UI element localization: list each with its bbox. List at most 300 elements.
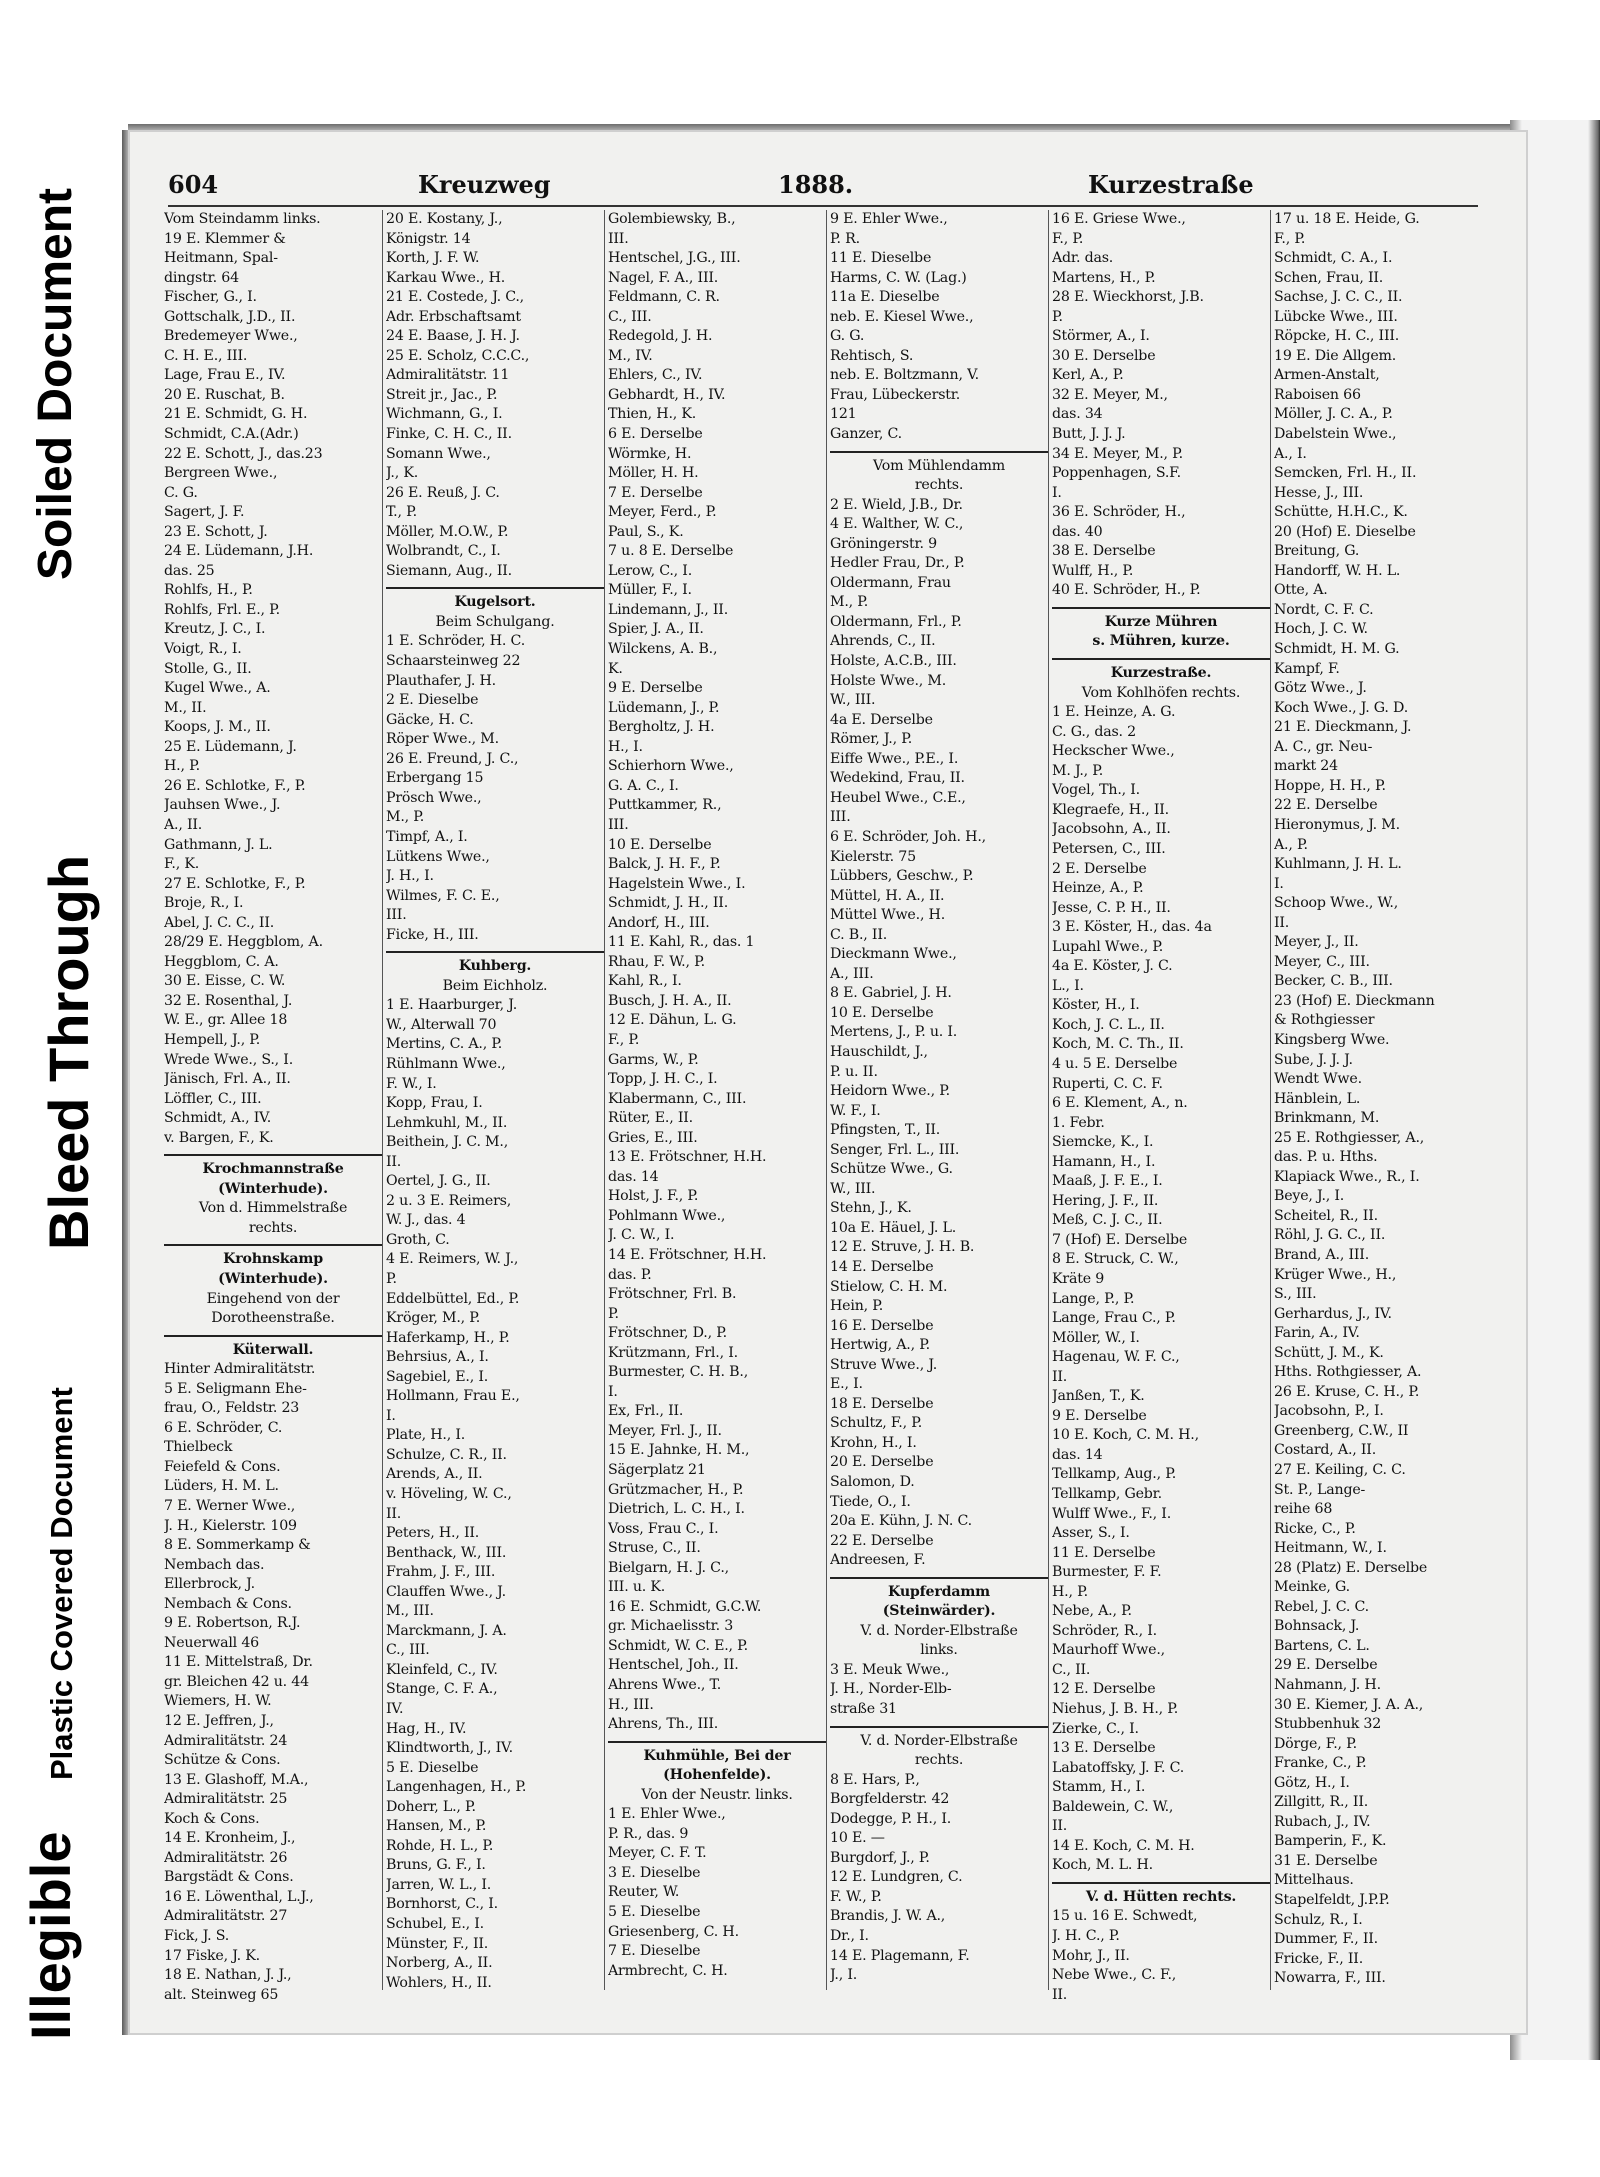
directory-entry: H., P. — [1052, 1583, 1088, 1600]
directory-entry: 8 E. Hars, P., — [830, 1771, 920, 1788]
directory-entry: gr. Michaelisstr. 3 — [608, 1618, 734, 1635]
directory-entry: IV. — [386, 1701, 404, 1718]
directory-entry: Meyer, Frl. J., II. — [608, 1422, 722, 1439]
directory-entry: 6 E. Schröder, Joh. H., — [830, 828, 986, 845]
directory-entry: Rehtisch, S. — [830, 347, 914, 364]
section-heading: Kugelsort. — [454, 594, 536, 611]
directory-entry: Sachse, J. C. C., II. — [1274, 289, 1403, 306]
directory-entry: 14 E. Koch, C. M. H. — [1052, 1837, 1195, 1854]
directory-entry: Königstr. 14 — [386, 230, 471, 247]
directory-entry: Andreesen, F. — [830, 1552, 926, 1569]
page-header — [168, 170, 1488, 210]
section-heading: (Hohenfelde). — [663, 1767, 771, 1784]
directory-entry: F., P. — [608, 1031, 640, 1048]
directory-entry: Harms, C. W. (Lag.) — [830, 269, 967, 286]
directory-entry: Lange, Frau C., P. — [1052, 1310, 1176, 1327]
directory-entry: 7 E. Dieselbe — [608, 1943, 701, 1960]
directory-entry: Struve Wwe., J. — [830, 1356, 938, 1373]
directory-entry: Kröger, M., P. — [386, 1310, 481, 1327]
directory-entry: Stolle, G., II. — [164, 660, 252, 677]
directory-entry: Möller, H. H. — [608, 465, 699, 482]
directory-entry: Ruperti, C. C. F. — [1052, 1075, 1163, 1092]
directory-entry: Mertins, C. A., P. — [386, 1036, 503, 1053]
directory-entry: Burmester, F. F. — [1052, 1564, 1162, 1581]
directory-entry: Kreutz, J. C., I. — [164, 621, 266, 638]
directory-entry: 8 E. Struck, C. W., — [1052, 1251, 1179, 1268]
directory-entry: P. R. — [830, 230, 860, 247]
directory-entry: Hentschel, J.G., III. — [608, 250, 741, 267]
directory-entry: Nebe Wwe., C. F., — [1052, 1967, 1177, 1984]
section-heading: Krochmannstraße — [202, 1161, 344, 1178]
directory-columns — [164, 210, 1504, 2010]
directory-entry: H., P. — [164, 758, 200, 775]
directory-entry: Dr., I. — [830, 1928, 869, 1945]
directory-entry: Frötschner, Frl. B. — [608, 1286, 737, 1303]
directory-entry: Nembach das. — [164, 1556, 265, 1573]
directory-entry: links. — [920, 1642, 958, 1659]
directory-entry: Bamperin, F., K. — [1274, 1833, 1387, 1850]
directory-entry: M., III. — [386, 1603, 434, 1620]
directory-entry: G. A. C., I. — [608, 777, 679, 794]
directory-entry: Fischer, G., I. — [164, 289, 257, 306]
directory-entry: Ricke, C., P. — [1274, 1520, 1356, 1537]
directory-entry: 1 E. Ehler Wwe., — [608, 1806, 726, 1823]
directory-entry: 26 E. Kruse, C. H., P. — [1274, 1383, 1420, 1400]
directory-entry: Jacobsohn, A., II. — [1052, 821, 1171, 838]
directory-entry: Schütze Wwe., G. — [830, 1161, 953, 1178]
directory-entry: M. J., P. — [1052, 762, 1104, 779]
directory-entry: Golembiewsky, B., — [608, 211, 736, 227]
directory-entry: F. W., P. — [830, 1888, 882, 1905]
directory-entry: Schmidt, C. A., I. — [1274, 250, 1393, 267]
directory-entry: 6 E. Klement, A., n. — [1052, 1095, 1188, 1112]
directory-entry: Dummer, F., II. — [1274, 1931, 1378, 1948]
directory-entry: Frau, Lübeckerstr. — [830, 386, 961, 403]
directory-entry: Otte, A. — [1274, 582, 1328, 599]
directory-entry: Hinter Admiralitätstr. — [164, 1361, 316, 1378]
directory-entry: Jesse, C. P. H., II. — [1052, 899, 1171, 916]
section-rule — [830, 1720, 1048, 1728]
directory-entry: P. — [386, 1270, 397, 1287]
directory-entry: I. — [386, 1407, 396, 1424]
directory-entry: C., III. — [386, 1642, 430, 1659]
directory-entry: W., III. — [830, 692, 876, 709]
directory-entry: 4 E. Walther, W. C., — [830, 516, 964, 533]
directory-entry: Kopp, Frau, I. — [386, 1095, 483, 1112]
directory-entry: Ficke, H., III. — [386, 926, 479, 943]
directory-entry: Müttel, H. A., II. — [830, 887, 945, 904]
directory-entry: 22 E. Derselbe — [1274, 797, 1378, 814]
section-rule — [386, 581, 604, 589]
directory-entry: Eddelbüttel, Ed., P. — [386, 1290, 520, 1307]
directory-entry: II. — [1052, 1818, 1068, 1835]
directory-entry: Dieckmann Wwe., — [830, 946, 957, 963]
directory-entry: 12 E. Struve, J. H. B. — [830, 1239, 975, 1256]
label-bleed-through: Bleed Through — [37, 854, 100, 1250]
section-heading: Krohnskamp — [223, 1251, 323, 1268]
directory-entry: 13 E. Glashoff, M.A., — [164, 1771, 309, 1788]
directory-entry: 16 E. Löwenthal, L.J., — [164, 1888, 314, 1905]
directory-entry: 32 E. Rosenthal, J. — [164, 992, 293, 1009]
directory-entry: Lage, Frau E., IV. — [164, 367, 286, 384]
directory-entry: Hoppe, H. H., P. — [1274, 777, 1386, 794]
directory-entry: Frahm, J. F., III. — [386, 1564, 496, 1581]
directory-entry: Klapiack Wwe., R., I. — [1274, 1168, 1420, 1185]
directory-entry: 23 (Hof) E. Dieckmann — [1274, 992, 1435, 1009]
directory-entry: III. u. K. — [608, 1579, 666, 1596]
directory-entry: II. — [1052, 1986, 1068, 2003]
directory-entry: V. d. Norder-Elbstraße — [860, 1732, 1018, 1749]
directory-entry: Hollmann, Frau E., — [386, 1388, 520, 1405]
directory-entry: Oldermann, Frau — [830, 574, 951, 591]
section-heading: (Winterhude). — [218, 1180, 328, 1197]
section-heading: Küterwall. — [232, 1341, 314, 1358]
directory-entry: Finke, C. H. C., II. — [386, 426, 512, 443]
directory-entry: J., I. — [830, 1967, 858, 1984]
directory-entry: v. Höveling, W. C., — [386, 1486, 512, 1502]
directory-entry: 16 E. Schmidt, G.C.W. — [608, 1598, 762, 1615]
directory-entry: 27 E. Keiling, C. C. — [1274, 1462, 1406, 1478]
directory-entry: Hein, P. — [830, 1298, 884, 1315]
directory-entry: Rüter, E., II. — [608, 1110, 693, 1127]
directory-entry: II. — [1274, 914, 1290, 931]
directory-entry: Tellkamp, Gebr. — [1052, 1486, 1162, 1502]
section-heading: Kupferdamm — [888, 1583, 990, 1600]
directory-entry: V. d. Norder-Elbstraße — [860, 1622, 1018, 1639]
year-heading: 1888. — [778, 170, 854, 199]
directory-entry: 2 E. Derselbe — [1052, 860, 1147, 877]
directory-entry: P. R., das. 9 — [608, 1825, 689, 1842]
directory-entry: Störmer, A., I. — [1052, 328, 1150, 345]
directory-entry: Schütze & Cons. — [164, 1752, 281, 1769]
directory-entry: Streit jr., Jac., P. — [386, 386, 498, 403]
section-rule — [386, 945, 604, 953]
directory-entry: 28 (Platz) E. Derselbe — [1274, 1559, 1428, 1576]
directory-entry: 14 E. Derselbe — [830, 1258, 934, 1275]
directory-entry: Beye, J., I. — [1274, 1188, 1345, 1205]
directory-entry: A., III. — [830, 965, 874, 982]
directory-entry: Sube, J. J. J. — [1274, 1051, 1353, 1068]
directory-entry: Admiralitätstr. 26 — [164, 1849, 288, 1866]
directory-entry: F., K. — [164, 856, 200, 873]
directory-entry: Hempell, J., P. — [164, 1031, 261, 1048]
directory-entry: H., I. — [608, 738, 643, 755]
directory-entry: Krüger Wwe., H., — [1274, 1266, 1397, 1283]
directory-entry: 12 E. Dähun, L. G. — [608, 1012, 737, 1029]
directory-entry: 21 E. Costede, J. C., — [386, 289, 524, 306]
directory-entry: Klabermann, C., III. — [608, 1090, 747, 1107]
directory-entry: das. 14 — [608, 1168, 659, 1185]
directory-entry: Prösch Wwe., — [386, 789, 482, 806]
directory-entry: Baldewein, C. W., — [1052, 1798, 1174, 1815]
directory-entry: T., P. — [386, 504, 417, 521]
directory-entry: Wörmke, H. — [608, 445, 692, 462]
directory-entry: Norberg, A., II. — [386, 1955, 493, 1972]
directory-entry: 6 E. Derselbe — [608, 426, 703, 443]
directory-entry: rechts. — [914, 1752, 964, 1769]
directory-entry: III. — [608, 230, 629, 247]
directory-entry: 11a E. Dieselbe — [830, 289, 940, 306]
directory-entry: Rohde, H. L., P. — [386, 1837, 494, 1854]
directory-entry: Schütte, H.H.C., K. — [1274, 504, 1408, 521]
directory-entry: Paul, S., K. — [608, 523, 684, 540]
directory-entry: Schmidt, A., IV. — [164, 1110, 272, 1127]
directory-entry: Schoop Wwe., W., — [1274, 895, 1399, 912]
directory-entry: Grützmacher, H., P. — [608, 1481, 744, 1498]
directory-entry: Schmidt, H. M. G. — [1274, 641, 1400, 658]
directory-entry: Garms, W., P. — [608, 1051, 699, 1068]
directory-entry: Somann Wwe., — [386, 445, 491, 462]
directory-entry: Ahrens, Th., III. — [608, 1716, 719, 1733]
directory-entry: M., II. — [164, 699, 207, 716]
directory-entry: Sagert, J. F. — [164, 504, 245, 521]
directory-entry: Borgfelderstr. 42 — [830, 1791, 950, 1808]
directory-entry: Doherr, L., P. — [386, 1798, 476, 1815]
directory-entry: Von d. Himmelstraße — [198, 1200, 348, 1217]
directory-entry: Rubach, J., IV. — [1274, 1813, 1371, 1830]
directory-entry: Schen, Frau, II. — [1274, 269, 1384, 286]
directory-entry: 25 E. Lüdemann, J. — [164, 738, 297, 755]
directory-entry: A. C., gr. Neu- — [1274, 738, 1373, 755]
directory-entry: Ahrends, C., II. — [830, 633, 936, 650]
directory-entry: E., I. — [830, 1376, 863, 1393]
directory-entry: 16 E. Griese Wwe., — [1052, 211, 1186, 227]
directory-entry: Röpcke, H. C., III. — [1274, 328, 1400, 345]
directory-entry: Asser, S., I. — [1052, 1525, 1130, 1542]
directory-entry: 4a E. Derselbe — [830, 711, 933, 728]
directory-entry: I. — [608, 1383, 618, 1400]
directory-entry: Meyer, C., III. — [1274, 953, 1370, 970]
directory-entry: St. P., Lange- — [1274, 1481, 1366, 1498]
directory-entry: Clauffen Wwe., J. — [386, 1583, 506, 1600]
directory-entry: Dabelstein Wwe., — [1274, 426, 1397, 443]
directory-entry: C., III. — [608, 308, 652, 325]
directory-entry: gr. Bleichen 42 u. 44 — [164, 1673, 309, 1690]
directory-entry: Koch, J. C. L., II. — [1052, 1016, 1165, 1033]
directory-entry: Mohr, J., II. — [1052, 1947, 1130, 1964]
directory-entry: Gries, E., III. — [608, 1129, 698, 1146]
directory-entry: Müttel Wwe., H. — [830, 907, 946, 924]
directory-entry: Plauthafer, J. H. — [386, 672, 496, 689]
directory-entry: 5 E. Seligmann Ehe- — [164, 1380, 307, 1397]
directory-entry: 20 (Hof) E. Dieselbe — [1274, 523, 1416, 540]
directory-entry: Hamann, H., I. — [1052, 1153, 1156, 1170]
directory-entry: Benthack, W., III. — [386, 1544, 507, 1561]
directory-entry: Schmidt, J. H., II. — [608, 895, 729, 912]
directory-entry: Wrede Wwe., S., I. — [164, 1051, 294, 1068]
directory-entry: Bruns, G. F., I. — [386, 1857, 486, 1874]
directory-entry: 10 E. Koch, C. M. H., — [1052, 1427, 1199, 1444]
directory-entry: Stamm, H., I. — [1052, 1779, 1146, 1796]
directory-entry: Thien, H., K. — [608, 406, 697, 423]
directory-entry: Hoch, J. C. W. — [1274, 621, 1368, 638]
directory-entry: Jänisch, Frl. A., II. — [164, 1071, 291, 1088]
directory-entry: das. 34 — [1052, 406, 1103, 423]
directory-entry: Maaß, J. F. E., I. — [1052, 1173, 1163, 1190]
directory-entry: Bielgarn, H. J. C., — [608, 1559, 729, 1576]
directory-entry: Adr. das. — [1052, 250, 1114, 267]
directory-entry: Koops, J. M., II. — [164, 719, 271, 736]
directory-entry: Jarren, W. L., I. — [386, 1876, 492, 1893]
directory-entry: J. H., Norder-Elb- — [830, 1681, 952, 1698]
directory-entry: F., P. — [1274, 230, 1306, 247]
directory-entry: 30 E. Kiemer, J. A. A., — [1274, 1696, 1424, 1713]
directory-entry: Kahl, R., I. — [608, 973, 682, 990]
directory-entry: Wiemers, H. W. — [164, 1693, 272, 1710]
directory-entry: J. H., Kielerstr. 109 — [164, 1517, 297, 1534]
directory-entry: 7 (Hof) E. Derselbe — [1052, 1231, 1188, 1248]
directory-entry: Gerhardus, J., IV. — [1274, 1305, 1392, 1322]
section-heading: Kuhberg. — [458, 958, 532, 975]
directory-entry: Lüders, H. M. L. — [164, 1478, 279, 1495]
directory-entry: Stubbenhuk 32 — [1274, 1716, 1382, 1733]
directory-entry: 8 E. Gabriel, J. H. — [830, 985, 952, 1002]
directory-entry: Siemann, Aug., II. — [386, 562, 512, 579]
directory-entry: Hagenau, W. F. C., — [1052, 1349, 1180, 1366]
directory-entry: das. P. u. Hths. — [1274, 1149, 1378, 1166]
directory-entry: Sägerplatz 21 — [608, 1462, 706, 1478]
directory-entry: Heggblom, C. A. — [164, 953, 279, 970]
right-running-title: Kurzestraße — [1088, 170, 1254, 199]
directory-entry: I. — [1274, 875, 1284, 892]
directory-entry: Kugel Wwe., A. — [164, 680, 271, 697]
directory-entry: 24 E. Lüdemann, J.H. — [164, 543, 314, 560]
directory-entry: Balck, J. H. F., P. — [608, 856, 721, 873]
directory-entry: 30 E. Derselbe — [1052, 347, 1156, 364]
directory-entry: Hentschel, Joh., II. — [608, 1657, 739, 1674]
directory-entry: M., P. — [830, 594, 869, 611]
directory-entry: Beim Schulgang. — [435, 613, 555, 630]
directory-entry: Vom Steindamm links. — [164, 211, 321, 227]
section-rule — [830, 1571, 1048, 1579]
directory-entry: Lupahl Wwe., P. — [1052, 938, 1164, 955]
directory-entry: J., K. — [386, 465, 419, 482]
directory-entry: neb. E. Boltzmann, V. — [830, 367, 979, 384]
directory-entry: C., II. — [1052, 1661, 1091, 1678]
section-heading: (Steinwärder). — [882, 1603, 996, 1620]
directory-entry: 29 E. Derselbe — [1274, 1657, 1378, 1674]
directory-entry: Groth, C. — [386, 1231, 450, 1248]
directory-entry: Spier, J. A., II. — [608, 621, 704, 638]
directory-entry: Krützmann, Frl., I. — [608, 1344, 738, 1361]
directory-entry: 40 E. Schröder, H., P. — [1052, 582, 1201, 599]
directory-entry: Adr. Erbschaftsamt — [386, 308, 521, 325]
section-rule — [164, 1148, 382, 1156]
directory-entry: 7 E. Derselbe — [608, 484, 703, 501]
directory-entry: Schubel, E., I. — [386, 1916, 484, 1933]
column-5 — [1052, 210, 1270, 2010]
directory-entry: Maurhoff Wwe., — [1052, 1642, 1165, 1659]
directory-entry: Griesenberg, C. H. — [608, 1923, 739, 1940]
directory-entry: Wilckens, A. B., — [608, 641, 718, 658]
directory-entry: Rebel, J. C. C. — [1274, 1598, 1369, 1615]
directory-entry: & Rothgiesser — [1274, 1012, 1375, 1029]
directory-entry: Armbrecht, C. H. — [608, 1962, 728, 1979]
directory-entry: Reuter, W. — [608, 1884, 680, 1901]
directory-entry: Wendt Wwe. — [1274, 1071, 1362, 1088]
directory-entry: Wolbrandt, C., I. — [386, 543, 501, 560]
directory-entry: 21 E. Dieckmann, J. — [1274, 719, 1412, 736]
directory-entry: 17 u. 18 E. Heide, G. — [1274, 211, 1420, 227]
directory-entry: Hesse, J., III. — [1274, 484, 1364, 501]
directory-entry: 8 E. Sommerkamp & — [164, 1537, 311, 1554]
directory-entry: Schulz, R., I. — [1274, 1911, 1363, 1928]
section-heading: Kurze Mühren — [1104, 613, 1218, 630]
directory-entry: 3 E. Dieselbe — [608, 1864, 701, 1881]
directory-entry: 10 E. — — [830, 1830, 885, 1847]
directory-entry: Rohlfs, Frl. E., P. — [164, 601, 280, 618]
section-heading: V. d. Hütten rechts. — [1085, 1888, 1237, 1905]
directory-entry: 6 E. Schröder, C. — [164, 1419, 283, 1436]
directory-entry: Tiede, O., I. — [830, 1493, 911, 1510]
directory-entry: Lehmkuhl, M., II. — [386, 1114, 508, 1131]
column-4 — [830, 210, 1048, 2010]
directory-entry: Hagelstein Wwe., I. — [608, 875, 746, 892]
directory-entry: Niehus, J. B. H., P. — [1052, 1701, 1179, 1718]
directory-entry: Ganzer, C. — [830, 426, 902, 443]
directory-entry: Armen-Anstalt, — [1274, 367, 1380, 384]
directory-entry: Admiralitätstr. 11 — [386, 367, 510, 384]
directory-entry: 7 u. 8 E. Derselbe — [608, 543, 734, 560]
directory-entry: Dietrich, L. C. H., I. — [608, 1501, 745, 1518]
directory-entry: Bargstädt & Cons. — [164, 1869, 294, 1886]
directory-entry: Zillgitt, R., II. — [1274, 1794, 1369, 1811]
scanned-page — [128, 130, 1528, 2035]
directory-entry: 1. Febr. — [1052, 1114, 1105, 1131]
directory-entry: Raboisen 66 — [1274, 386, 1361, 403]
directory-entry: 19 E. Die Allgem. — [1274, 347, 1397, 364]
directory-entry: Holste, A.C.B., III. — [830, 653, 957, 670]
directory-entry: Plate, H., I. — [386, 1427, 466, 1444]
directory-entry: Ellerbrock, J. — [164, 1576, 255, 1593]
directory-entry: Klegraefe, H., II. — [1052, 801, 1169, 818]
directory-entry: Semcken, Frl. H., II. — [1274, 465, 1417, 482]
directory-entry: 2 E. Dieselbe — [386, 692, 479, 709]
directory-entry: 15 u. 16 E. Schwedt, — [1052, 1908, 1198, 1925]
column-1 — [164, 210, 382, 2010]
directory-entry: 12 E. Derselbe — [1052, 1681, 1156, 1698]
directory-entry: reihe 68 — [1274, 1501, 1333, 1518]
directory-entry: 31 E. Derselbe — [1274, 1852, 1378, 1869]
directory-entry: A., P. — [1274, 836, 1308, 853]
directory-entry: Rhau, F. W., P. — [608, 953, 705, 970]
directory-entry: III. — [608, 816, 629, 833]
directory-entry: J. H., I. — [386, 868, 434, 885]
directory-entry: 121 — [830, 406, 857, 423]
directory-entry: 9 E. Derselbe — [608, 680, 703, 697]
directory-entry: Oertel, J. G., II. — [386, 1173, 491, 1190]
directory-entry: Becker, C. B., III. — [1274, 973, 1393, 990]
directory-entry: Schaarsteinweg 22 — [386, 653, 521, 670]
directory-entry: Wichmann, G., I. — [386, 406, 503, 423]
directory-entry: Dorotheenstraße. — [211, 1310, 335, 1327]
directory-entry: Frötschner, D., P. — [608, 1325, 727, 1342]
directory-entry: 14 E. Frötschner, H.H. — [608, 1246, 767, 1263]
section-rule — [1052, 652, 1270, 660]
directory-entry: 34 E. Meyer, M., P. — [1052, 445, 1183, 462]
section-rule — [1052, 601, 1270, 609]
directory-entry: Dodegge, P. H., I. — [830, 1810, 952, 1827]
directory-entry: Krohn, H., I. — [830, 1434, 917, 1451]
directory-entry: P. — [608, 1305, 619, 1322]
directory-entry: 4 u. 5 E. Derselbe — [1052, 1055, 1178, 1072]
directory-entry: 4 E. Reimers, W. J., — [386, 1251, 519, 1268]
directory-entry: Kielerstr. 75 — [830, 848, 916, 865]
directory-entry: Karkau Wwe., H. — [386, 269, 506, 286]
directory-entry: I. — [1052, 484, 1062, 501]
left-running-title: Kreuzweg — [418, 170, 551, 199]
directory-entry: 24 E. Baase, J. H. J. — [386, 328, 520, 345]
